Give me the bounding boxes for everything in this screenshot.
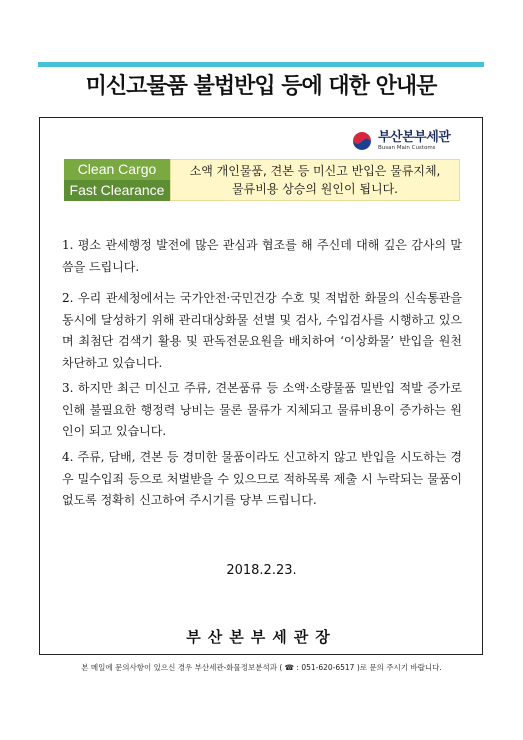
logo-name-english: Busan Main Customs bbox=[378, 144, 436, 151]
paragraph-1: 1. 평소 관세행정 발전에 많은 관심과 협조를 해 주신데 대해 깊은 감사의 말씀을 드립니다. bbox=[62, 238, 462, 274]
document-date: 2018.2.23. bbox=[226, 563, 297, 578]
footer-contact: 본 메일에 문의사항이 있으신 경우 부산세관-화물정보분석과 ( ☎ : 051-620-6517 )로 문의 주시기 바랍니다. bbox=[81, 663, 442, 672]
paragraph-3: 3. 하지만 최근 미신고 주류, 견본품류 등 소액·소량물품 밀반입 적발 증가로 인해 불필요한 행정력 낭비는 물론 물류가 지체되고 물류비용이 증가하는 원인이 되고 있습니다. bbox=[62, 381, 462, 438]
tag-fast-clearance: Fast Clearance bbox=[64, 180, 170, 201]
logo-name-korean: 부산본부세관 bbox=[378, 129, 451, 145]
tag-clean-cargo: Clean Cargo bbox=[64, 159, 170, 180]
notice-banner bbox=[170, 159, 460, 201]
notice-line-1: 소액 개인물품, 견본 등 미신고 반입은 물류지체, bbox=[189, 164, 441, 178]
paragraph-4: 4. 주류, 담배, 견본 등 경미한 물품이라도 신고하지 않고 반입을 시도하는 경우 밀수입죄 등으로 처벌받을 수 있으므로 적하목록 제출 시 누락되는 물품이 없도록 정확히 신고하여 주시기를 당부 드립니다. bbox=[62, 450, 462, 507]
paragraph-2: 2. 우리 관세청에서는 국가안전·국민건강 수호 및 적법한 화물의 신속통관을 동시에 달성하기 위해 관리대상화물 선별 및 검사, 수입검사를 시행하고 있으며 최첨단 검색기 활용 및 판독전문요원을 배치하여 ‘이상화물’ 반입을 원천 차단하고 있습니다. bbox=[62, 291, 462, 370]
title-accent-bar bbox=[38, 62, 484, 67]
signature: 부산본부세관장 bbox=[186, 628, 337, 646]
korea-government-emblem-icon bbox=[350, 129, 374, 153]
page-title: 미신고물품 불법반입 등에 대한 안내문 bbox=[85, 74, 437, 99]
customs-logo bbox=[350, 126, 450, 156]
notice-line-2: 물류비용 상승의 원인이 됩니다. bbox=[232, 182, 398, 196]
